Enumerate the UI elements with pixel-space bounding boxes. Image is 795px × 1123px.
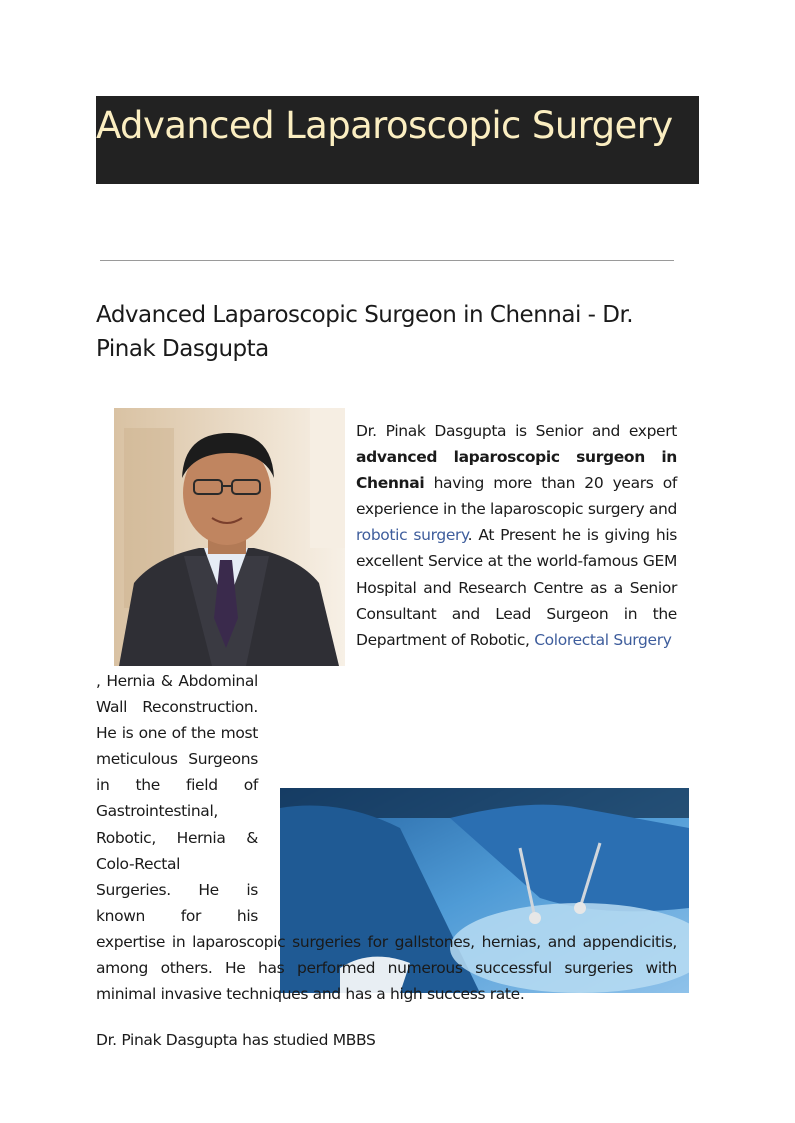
title-banner: [96, 96, 699, 184]
intro-continued-text: having more than 20 years of experience in the laparoscopic surgery and: [356, 474, 677, 519]
colorectal-surgery-link[interactable]: Colorectal Surgery: [534, 630, 672, 649]
article-paragraph-2: Dr. Pinak Dasgupta has studied MBBS: [96, 1031, 376, 1050]
expertise-text: , Hernia & Abdominal Wall Reconstruction. He is one of the most meticulous Surgeons in the field of Gastrointestinal, Robotic, Hernia & Colo-Rectal Surgeries. He is known for his expertise in laparoscopic surgeries for gallstones, hernias, and appendicitis, among others. He has performed numerous successful surgeries with minimal invasive techniques and has a high success rate.: [96, 672, 677, 1004]
intro-text: Dr. Pinak Dasgupta is Senior and expert: [356, 422, 677, 440]
page-heading: [96, 298, 696, 366]
article-body: [96, 418, 677, 1053]
bold-keyword: advanced laparoscopic surgeon in Chennai: [356, 448, 677, 493]
robotic-surgery-link[interactable]: robotic surgery: [356, 526, 468, 545]
hospital-text: . At Present he is giving his excellent Service at the world-famous GEM Hospital and Research Centre as a Senior Consultant and Lead Surgeon in the Department of Robotic,: [356, 526, 677, 649]
horizontal-divider: [100, 260, 674, 261]
heading-line-2: Pinak Dasgupta: [96, 336, 269, 362]
heading-line-1: Advanced Laparoscopic Surgeon in Chennai - Dr.: [96, 302, 634, 328]
banner-title: Advanced Laparoscopic Surgery: [96, 104, 673, 147]
